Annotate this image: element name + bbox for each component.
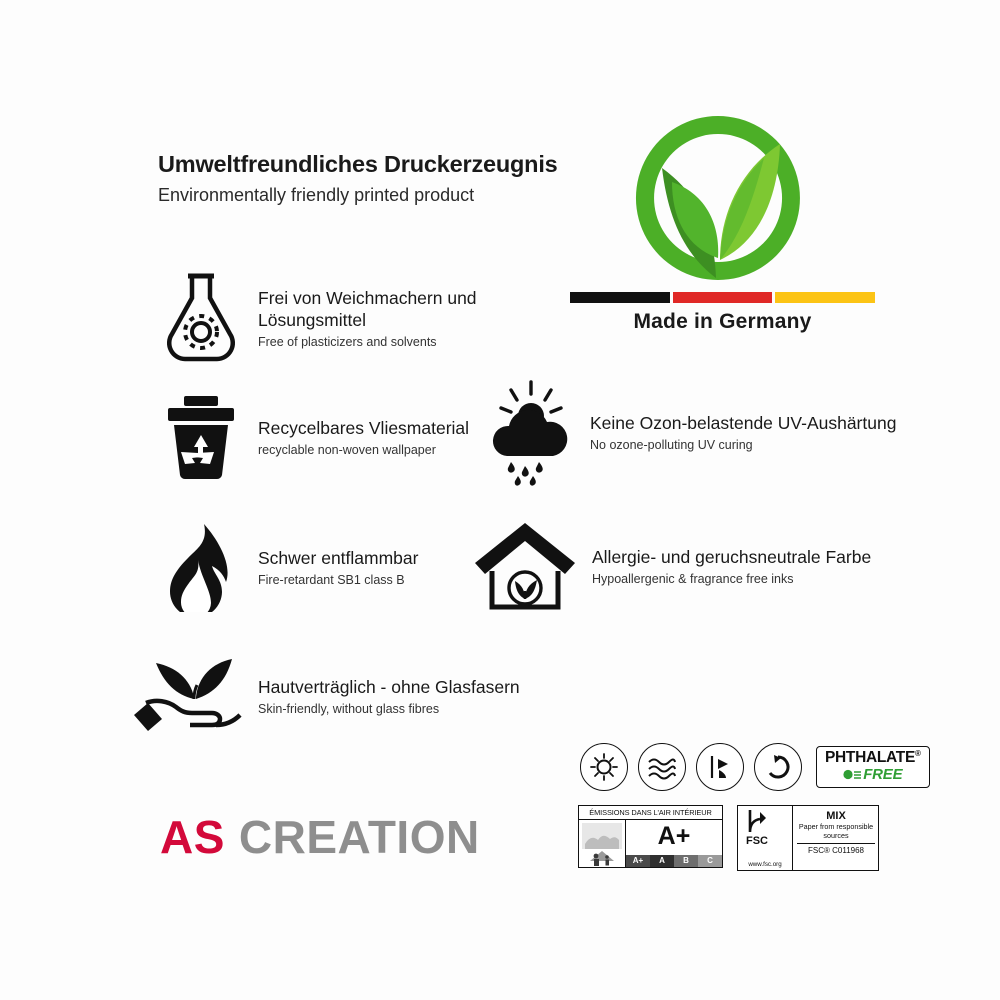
- brand-as: AS: [160, 811, 225, 863]
- fsc-details: [793, 806, 878, 870]
- feature-title-de: Keine Ozon-belastende UV-Aushärtung: [590, 413, 897, 433]
- feature-title-en: Hypoallergenic & fragrance free inks: [592, 571, 794, 586]
- title-english: Environmentally friendly printed product: [158, 185, 475, 206]
- hand-plant-icon: [128, 645, 258, 750]
- recycle-arrow-icon: [754, 743, 802, 791]
- feature-no-ozone-uv: [485, 378, 905, 488]
- feature-title-en: recyclable non-woven wallpaper: [258, 442, 436, 457]
- feature-text: [258, 677, 578, 718]
- fsc-description: Paper from responsible sources: [798, 822, 874, 840]
- fsc-badge: [737, 805, 879, 871]
- fsc-mix-label: MIX: [826, 810, 846, 822]
- fsc-logo: [738, 806, 793, 870]
- scale-a-plus: A+: [626, 855, 650, 867]
- brand-creation: CREATION: [238, 811, 480, 863]
- feature-title-en: Skin-friendly, without glass fibres: [258, 701, 440, 716]
- feature-title-de: Hautverträglich - ohne Glasfasern: [258, 677, 520, 697]
- phthalate-free-badge: [816, 746, 930, 787]
- scale-b: B: [674, 855, 698, 867]
- air-quality-rating: [626, 820, 722, 867]
- feature-title-de: Allergie- und geruchsneutrale Farbe: [592, 547, 872, 567]
- phthalate-label: PHTHALATE®: [825, 749, 921, 767]
- indoor-air-quality-badge: [578, 805, 723, 868]
- feature-text: [258, 288, 558, 350]
- feature-text: [590, 413, 905, 454]
- sun-cloud-rain-icon: [485, 378, 577, 488]
- air-quality-pictogram: [579, 820, 626, 867]
- feature-text: [592, 547, 922, 588]
- flag-bar-gold: [775, 292, 875, 303]
- page-title: [158, 150, 588, 206]
- eco-leaf-icon: [628, 108, 808, 288]
- certification-icon-row: [580, 743, 930, 791]
- phthalate-free-label: FREE: [825, 767, 921, 783]
- scale-a: A: [650, 855, 674, 867]
- feature-title-en: No ozone-polluting UV curing: [590, 437, 753, 452]
- house-leaf-icon: [470, 515, 580, 615]
- fsc-code: FSC® C011968: [797, 843, 875, 855]
- title-german: Umweltfreundliches Druckerzeugnis: [158, 151, 558, 177]
- flag-bar-red: [673, 292, 773, 303]
- sun-icon: [580, 743, 628, 791]
- feature-title-de: Schwer entflammbar: [258, 548, 419, 568]
- flag-bar-black: [570, 292, 670, 303]
- air-quality-title: ÉMISSIONS DANS L'AIR INTÉRIEUR: [579, 806, 722, 820]
- air-quality-scale: [626, 855, 722, 867]
- air-quality-body: [579, 820, 722, 867]
- german-flag-bars: [570, 292, 875, 303]
- feature-skin-friendly: [128, 645, 558, 755]
- waves-icon: [638, 743, 686, 791]
- eco-leaf-badge: [628, 108, 808, 288]
- certification-badge-row: [578, 805, 879, 871]
- svg-text:FSC: FSC: [746, 835, 768, 846]
- air-quality-grade: A+: [657, 822, 691, 850]
- made-in-germany-label: Made in Germany: [633, 310, 812, 333]
- feature-title-de: Recycelbares Vliesmaterial: [258, 418, 470, 438]
- feature-hypoallergenic: [470, 515, 910, 625]
- feature-title-en: Fire-retardant SB1 class B: [258, 572, 405, 587]
- scale-c: C: [698, 855, 722, 867]
- feature-title-de: Frei von Weichmachern und Lösungsmittel: [258, 288, 477, 330]
- feature-title-en: Free of plasticizers and solvents: [258, 334, 437, 349]
- flask-icon: [158, 270, 244, 362]
- flame-icon: [158, 520, 244, 612]
- feature-plasticizer-free: [158, 270, 558, 370]
- recycle-bin-icon: [158, 390, 244, 482]
- fsc-url: www.fsc.org: [748, 861, 782, 868]
- scraper-icon: [696, 743, 744, 791]
- brand-logo: [160, 810, 480, 864]
- content-area: [100, 95, 921, 885]
